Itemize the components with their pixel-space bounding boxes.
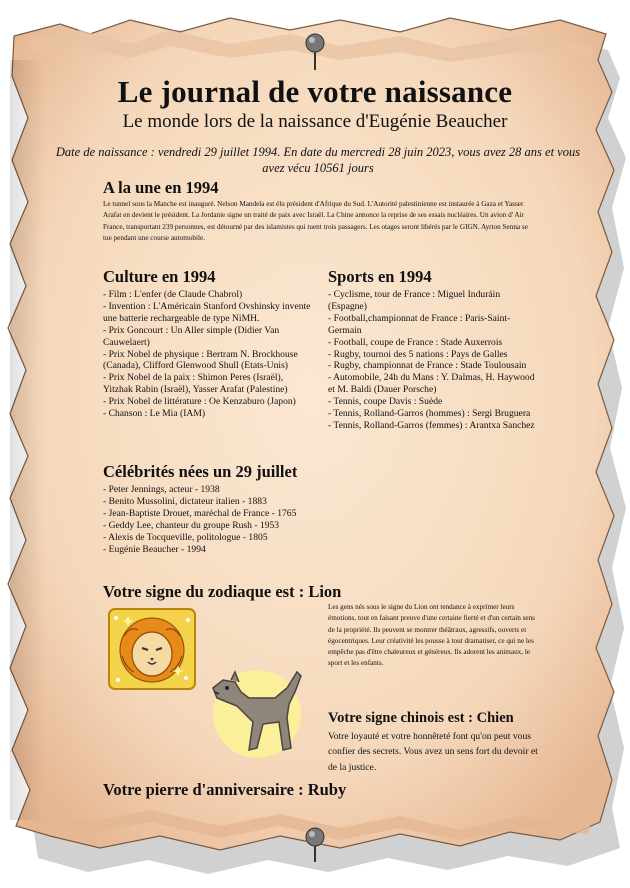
list-item: - Chanson : Le Mia (IAM) [103,408,206,420]
sports-section [328,267,540,432]
headline-section [103,178,537,244]
pushpin-icon [303,826,327,866]
celebrities-list [103,484,343,555]
birth-date-line: Date de naissance : vendredi 29 juillet 1994. En date du mercredi 28 juin 2023, vous avez 28 ans et vous avez vécu 10561 jours [55,145,581,175]
celebrities-section [103,462,343,555]
headline-text: Le tunnel sous la Manche est inauguré. Nelson Mandela est élu président d'Afrique du Sud. L'Autorité palestinienne est instaurée à Gaza et Yasser Arafat en devient le président. La Jordanie signe un traité de paix avec Israël. La Chine annonce la reprise de ses essais nucléaires. Un avion d' Air France, transportant 239 personnes, est détourné par des islamistes qui tuent trois passagers. Les otages seront libérés par le GIGN. Ayrton Senna se tue pendant une course automobile. [103,200,528,242]
list-item: - Tennis, Rolland-Garros (hommes) : Sergi Bruguera [328,408,531,420]
lion-zodiac-icon [106,606,198,692]
list-item: - Tennis, coupe Davis : Suède [328,396,443,408]
list-item: - Invention : L'Américain Stanford Ovshinsky invente une batterie rechargeable de type NiMH. [103,300,311,324]
celebrities-heading: Célébrités nées un 29 juillet [103,462,298,481]
list-item: - Rugby, tournoi des 5 nations : Pays de Galles [328,348,508,360]
dog-chinese-icon [205,658,309,762]
culture-section [103,267,311,420]
list-item: - Prix Nobel de littérature : Oe Kenzaburo (Japon) [103,396,296,408]
list-item: - Eugénie Beaucher - 1994 [103,543,206,555]
list-item: - Film : L'enfer (de Claude Chabrol) [103,289,243,300]
list-item: - Football, coupe de France : Stade Auxerrois [328,336,503,348]
page-subtitle: Le monde lors de la naissance d'Eugénie Beaucher [122,111,508,132]
list-item: - Tennis, Rolland-Garros (femmes) : Arantxa Sanchez [328,419,535,431]
list-item: - Jean-Baptiste Drouet, maréchal de France - 1765 [103,507,297,519]
culture-heading: Culture en 1994 [103,267,216,286]
list-item: - Prix Nobel de la paix : Shimon Peres (Israël), Yitzhak Rabin (Israël), Yasser Arafat (Palestine) [103,372,288,396]
list-item: - Peter Jennings, acteur - 1938 [103,484,220,495]
zodiac-heading: Votre signe du zodiaque est : Lion [103,582,342,601]
list-item: - Automobile, 24h du Mans : Y. Dalmas, H. Haywood et M. Baldi (Dauer Porsche) [328,372,535,396]
sports-list [328,289,540,432]
pushpin-icon [303,32,327,72]
headline-heading: A la une en 1994 [103,178,219,197]
sports-heading: Sports en 1994 [328,267,432,286]
list-item: - Geddy Lee, chanteur du groupe Rush - 1953 [103,519,280,531]
chinese-sign-heading: Votre signe chinois est : Chien [328,710,514,726]
page-title: Le journal de votre naissance [117,74,513,109]
list-item: - Prix Goncourt : Un Aller simple (Didier Van Cauwelaert) [103,324,280,348]
list-item: - Rugby, championnat de France : Stade Toulousain [328,360,527,372]
chinese-sign-section [328,710,542,775]
culture-list [103,289,311,420]
list-item: - Prix Nobel de physique : Bertram N. Brockhouse (Canada), Clifford Glenwood Shull (Etats-Unis) [103,348,298,372]
zodiac-text: Les gens nés sous le signe du Lion ont tendance à exprimer leurs émotions, tout en faisant preuve d'une certaine fierté et d'un certain sens de la propriété. Ils peuvent se montrer théâtraux, agressifs, ouverts et égocentriques. Leur créativité les pousse à tout dramatiser, ce qui ne les empêche pas d'être chaleureux et généreux. Ils adorent les animaux, le sport et les enfants. [328,603,535,668]
list-item: - Football,championnat de France : Paris-Saint-Germain [328,312,511,336]
chinese-sign-text: Votre loyauté et votre honnêteté font qu'on peut vous confier des secrets. Vous avez un sens fort du devoir et de la justice. [328,731,538,773]
birthstone-heading: Votre pierre d'anniversaire : Ruby [103,780,347,799]
list-item: - Benito Mussolini, dictateur italien - 1883 [103,495,267,507]
list-item: - Alexis de Tocqueville, politologue - 1805 [103,531,268,543]
list-item: - Cyclisme, tour de France : Miguel Induráin (Espagne) [328,289,501,312]
